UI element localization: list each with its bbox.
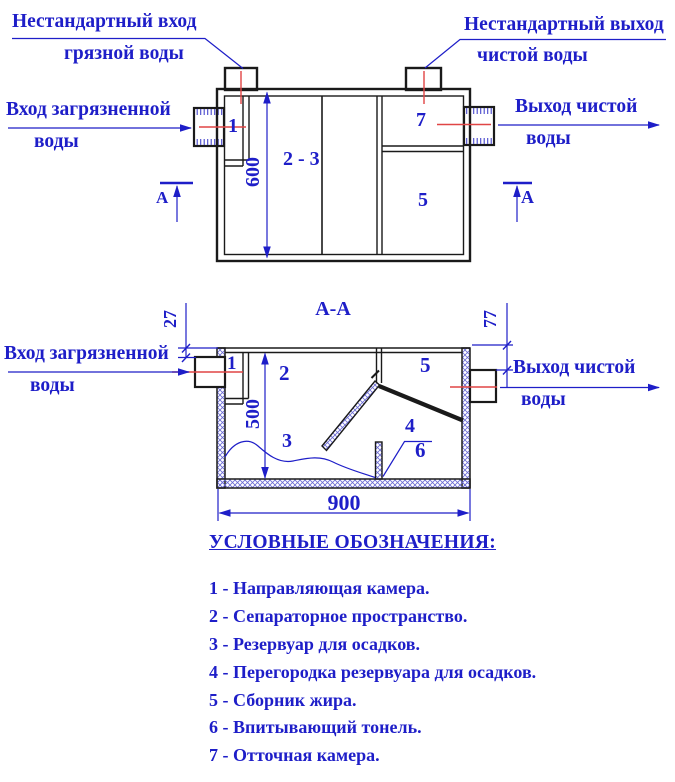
section-letter-right: А <box>521 187 534 207</box>
legend-item-2: 2 - Сепараторное пространство. <box>209 606 468 627</box>
legend-items <box>209 575 536 770</box>
section-num-3: 3 <box>282 430 292 452</box>
section-bottom-wall <box>217 479 470 488</box>
label-nonstandard-outlet-line2: чистой воды <box>477 45 588 66</box>
section-sludge-partition <box>376 442 383 479</box>
section-num-4: 4 <box>405 415 415 437</box>
legend-item-6: 6 - Впитывающий тонель. <box>209 717 422 738</box>
label-outlet-section-line1: Выход чистой <box>513 357 636 378</box>
top-view <box>8 39 666 262</box>
legend-item-5: 5 - Сборник жира. <box>209 689 357 710</box>
label-inlet-top-line1: Вход загрязненной <box>6 99 171 120</box>
label-outlet-section-line2: воды <box>521 389 566 410</box>
top-view-outlet-pipe <box>464 107 494 145</box>
dim-27-label: 27 <box>160 310 181 328</box>
label-nonstandard-inlet-line1: Нестандартный вход <box>12 11 197 32</box>
dim-27 <box>178 303 218 362</box>
section-num-1: 1 <box>227 353 237 374</box>
top-chamber-7: 7 <box>416 109 426 131</box>
legend-item-1: 1 - Направляющая камера. <box>209 578 430 599</box>
label-nonstandard-outlet-line1: Нестандартный выход <box>464 14 664 35</box>
label-nonstandard-inlet-line2: грязной воды <box>64 43 184 64</box>
legend-item-3: 3 - Резервуар для осадков. <box>209 634 421 655</box>
label-inlet-section-line2: воды <box>30 375 75 396</box>
dim-77-label: 77 <box>480 310 501 328</box>
label-inlet-section-line1: Вход загрязненной <box>4 343 169 364</box>
top-chamber-2-3: 2 - 3 <box>283 148 320 170</box>
section-outlet-pipe <box>470 370 496 402</box>
section-grease-plate <box>379 386 463 421</box>
section-letter-left: А <box>156 188 169 207</box>
outflow-chamber-divider <box>382 146 463 152</box>
top-chamber-1: 1 <box>228 115 238 137</box>
section-num-2: 2 <box>279 361 290 385</box>
section-num-6: 6 <box>415 438 426 462</box>
legend-item-7: 7 - Отточная камера. <box>209 745 380 766</box>
section-right-wall <box>462 348 470 488</box>
section-sludge-wave <box>225 441 375 477</box>
section-title: А-А <box>315 298 351 320</box>
section-diagonal-baffle <box>322 381 380 451</box>
label-inlet-top-line2: воды <box>34 131 79 152</box>
label-outlet-top-line2: воды <box>526 128 571 149</box>
legend-item-4: 4 - Перегородка резервуара для осадков. <box>209 661 537 682</box>
legend <box>209 532 536 770</box>
right-double-partition <box>377 96 382 254</box>
dim-600-label: 600 <box>242 157 264 187</box>
label-outlet-top-line1: Выход чистой <box>515 96 638 117</box>
section-num-5: 5 <box>420 353 431 377</box>
dim-900-label: 900 <box>327 489 361 515</box>
section-view <box>8 303 659 521</box>
legend-title: УСЛОВНЫЕ ОБОЗНАЧЕНИЯ: <box>209 532 497 553</box>
dim-500-label: 500 <box>242 399 264 429</box>
section-top-lines <box>217 348 470 353</box>
top-chamber-5: 5 <box>418 189 428 211</box>
section-partition-hook <box>372 371 380 379</box>
